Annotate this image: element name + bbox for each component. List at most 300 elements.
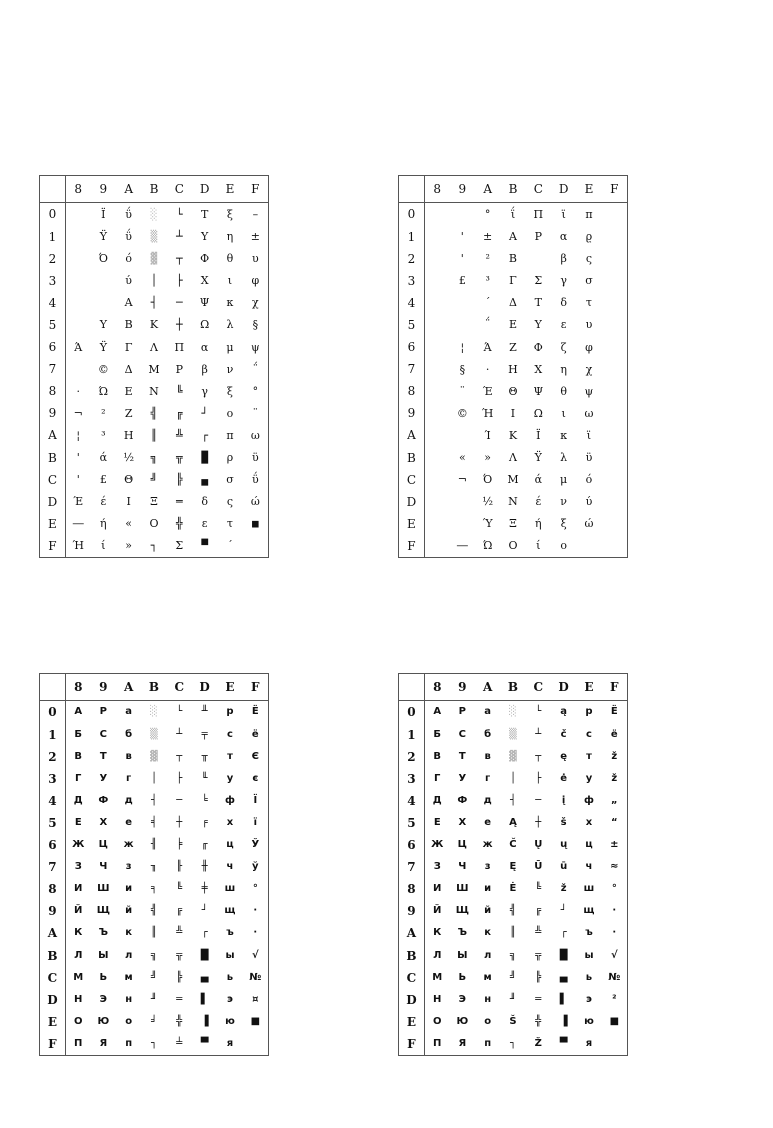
glyph-cell: ¬ — [457, 473, 467, 487]
glyph-cell: ═ — [176, 993, 183, 1005]
glyph-cell: К — [74, 927, 83, 939]
glyph-cell: П — [74, 1037, 83, 1049]
glyph-cell: θ — [226, 252, 234, 266]
glyph-cell: ╪ — [201, 883, 208, 895]
glyph-cell — [450, 424, 475, 446]
table-row — [399, 226, 627, 248]
glyph-cell: ΰ — [125, 207, 132, 221]
row-header: 2 — [40, 746, 65, 768]
table-row — [399, 989, 627, 1011]
glyph-cell: ║ — [150, 428, 158, 442]
row-header: E — [40, 513, 65, 535]
row-header: 1 — [40, 226, 65, 248]
glyph-cell: ═ — [535, 993, 542, 1005]
glyph-cell: η — [226, 230, 234, 244]
glyph-cell: Τ — [534, 296, 542, 310]
column-header: C — [526, 176, 551, 203]
glyph-cell: Β — [508, 252, 518, 266]
glyph-cell: ■ — [252, 517, 259, 531]
row-header: 1 — [40, 724, 65, 746]
glyph-cell: ╦ — [176, 949, 183, 961]
row-header: 9 — [399, 900, 424, 922]
glyph-cell: ∙ — [253, 905, 258, 917]
glyph-cell: ' — [76, 473, 80, 487]
glyph-cell — [602, 314, 627, 336]
glyph-cell: ▐ — [200, 1015, 209, 1027]
glyph-cell — [602, 336, 627, 358]
glyph-cell: М — [73, 971, 84, 983]
glyph-cell: д — [124, 794, 133, 806]
glyph-cell: φ — [585, 340, 593, 354]
glyph-cell: У — [99, 772, 108, 784]
glyph-cell: · — [76, 384, 80, 398]
table-row — [40, 878, 268, 900]
glyph-cell — [424, 358, 449, 380]
glyph-cell: э — [585, 993, 592, 1005]
glyph-cell: ╜ — [509, 993, 516, 1005]
glyph-cell: ζ — [560, 340, 567, 354]
table-row — [399, 336, 627, 358]
glyph-cell: ▒ — [150, 230, 158, 244]
glyph-cell: ║ — [509, 927, 516, 939]
glyph-cell: Έ — [482, 384, 493, 398]
glyph-cell: ┌ — [201, 927, 208, 939]
table-row — [40, 834, 268, 856]
glyph-cell: ё — [251, 728, 259, 740]
glyph-cell: ╩ — [176, 927, 183, 939]
glyph-cell: ├ — [535, 772, 542, 784]
glyph-cell: ў — [252, 861, 259, 873]
glyph-cell: є — [252, 772, 259, 784]
glyph-cell: Η — [508, 362, 518, 376]
glyph-cell: č — [560, 728, 567, 740]
glyph-cell: п — [484, 1037, 492, 1049]
glyph-cell: λ — [226, 318, 234, 332]
column-header: 8 — [65, 674, 90, 701]
glyph-cell: у — [226, 772, 234, 784]
glyph-cell: ╝ — [150, 971, 157, 983]
row-header: 4 — [399, 790, 424, 812]
glyph-cell: ░ — [150, 207, 158, 221]
glyph-cell: Ω — [533, 406, 543, 420]
glyph-cell: Т — [458, 750, 466, 762]
column-header-row — [40, 176, 268, 203]
glyph-cell: П — [433, 1037, 442, 1049]
glyph-cell: ± — [610, 839, 619, 851]
glyph-cell: м — [483, 971, 492, 983]
glyph-cell: Έ — [73, 495, 84, 509]
table-row — [40, 513, 268, 535]
glyph-cell: Э — [99, 993, 107, 1005]
table-row — [399, 203, 627, 226]
glyph-cell: į — [561, 794, 566, 806]
glyph-cell: ω — [250, 428, 260, 442]
glyph-cell: ³ — [101, 428, 106, 442]
glyph-cell: Θ — [508, 384, 518, 398]
glyph-cell: ¨ — [459, 384, 466, 398]
glyph-cell: Δ — [509, 296, 517, 310]
glyph-cell: Π — [533, 207, 544, 221]
glyph-cell: – — [252, 207, 259, 221]
glyph-cell — [424, 248, 449, 270]
glyph-cell: ¨ — [252, 406, 259, 420]
glyph-cell: Ζ — [124, 406, 133, 420]
glyph-cell: Ά — [74, 340, 83, 354]
glyph-cell — [450, 203, 475, 226]
glyph-cell: └ — [176, 706, 183, 718]
glyph-cell: Ϋ — [99, 230, 107, 244]
row-header: B — [399, 944, 424, 966]
glyph-cell: Е — [74, 816, 82, 828]
row-header: 2 — [399, 746, 424, 768]
glyph-cell: ― — [456, 539, 468, 553]
glyph-cell: ┤ — [509, 794, 516, 806]
glyph-cell: Ι — [126, 495, 131, 509]
glyph-cell: Т — [99, 750, 107, 762]
glyph-cell: Φ — [200, 252, 210, 266]
glyph-cell: Č — [509, 839, 517, 851]
row-header: 7 — [40, 856, 65, 878]
glyph-cell: ы — [584, 949, 594, 961]
glyph-cell: а — [484, 706, 492, 718]
glyph-cell: х — [585, 816, 593, 828]
row-header: 9 — [399, 402, 424, 424]
glyph-cell: ш — [583, 883, 595, 895]
table-row — [399, 358, 627, 380]
glyph-cell: М — [432, 971, 443, 983]
glyph-cell: ╟ — [176, 861, 183, 873]
column-header: D — [551, 176, 576, 203]
glyph-cell: ─ — [175, 296, 183, 310]
glyph-cell: Ж — [431, 839, 444, 851]
glyph-cell: ╓ — [201, 839, 208, 851]
table-row — [40, 812, 268, 834]
glyph-cell: Θ — [124, 473, 134, 487]
table-row — [399, 724, 627, 746]
row-header: 7 — [399, 856, 424, 878]
glyph-cell: ║ — [150, 927, 157, 939]
glyph-cell — [424, 226, 449, 248]
column-header: 9 — [91, 674, 116, 701]
glyph-cell: к — [484, 927, 492, 939]
glyph-cell: Ж — [72, 839, 85, 851]
glyph-cell: φ — [251, 274, 260, 288]
glyph-cell: σ — [226, 473, 234, 487]
glyph-cell: Ρ — [175, 362, 183, 376]
glyph-cell: β — [201, 362, 208, 376]
glyph-cell: δ — [201, 495, 208, 509]
table-row — [399, 834, 627, 856]
glyph-cell: © — [97, 362, 109, 376]
row-header: 0 — [399, 701, 424, 724]
row-header: 8 — [399, 878, 424, 900]
column-header: E — [217, 176, 242, 203]
glyph-cell — [65, 203, 90, 226]
glyph-cell — [243, 535, 268, 557]
row-header: D — [399, 491, 424, 513]
column-header: 8 — [65, 176, 90, 203]
table-row — [399, 768, 627, 790]
glyph-cell: ═ — [175, 495, 183, 509]
glyph-cell: № — [608, 971, 621, 983]
column-header: E — [576, 674, 601, 701]
glyph-cell: ∙ — [612, 905, 617, 917]
table-row — [399, 292, 627, 314]
glyph-cell: ж — [482, 839, 493, 851]
glyph-cell: τ — [585, 296, 592, 310]
glyph-cell: а — [125, 706, 133, 718]
glyph-cell: Ψ — [199, 296, 210, 310]
glyph-cell: ╦ — [175, 451, 183, 464]
glyph-cell: ю — [225, 1015, 235, 1027]
glyph-cell: μ — [226, 340, 234, 354]
glyph-cell: ю — [584, 1015, 594, 1027]
glyph-cell: ς — [585, 252, 593, 266]
row-header: 2 — [399, 248, 424, 270]
column-header: D — [551, 674, 576, 701]
glyph-cell: ο — [560, 539, 567, 553]
row-header: E — [40, 1011, 65, 1033]
glyph-cell — [602, 491, 627, 513]
glyph-cell: ─ — [176, 794, 183, 806]
glyph-cell: γ — [201, 384, 208, 398]
glyph-cell: ž — [560, 883, 567, 895]
glyph-cell: ¦ — [460, 340, 465, 354]
glyph-cell: Ы — [457, 949, 468, 961]
glyph-cell: Р — [99, 706, 107, 718]
table-row — [399, 922, 627, 944]
glyph-cell: Λ — [509, 451, 517, 464]
glyph-cell: √ — [251, 949, 259, 961]
glyph-cell: █ — [559, 949, 568, 961]
glyph-cell: Ο — [149, 517, 159, 531]
row-header: 0 — [40, 203, 65, 226]
glyph-cell — [602, 424, 627, 446]
glyph-cell: Š — [509, 1015, 517, 1027]
glyph-cell: ░ — [150, 706, 158, 718]
glyph-cell: ╔ — [535, 905, 542, 917]
glyph-cell: χ — [251, 296, 259, 310]
code-table-top-left — [39, 175, 269, 558]
glyph-cell: π — [226, 428, 234, 442]
glyph-cell: Ю — [97, 1015, 110, 1027]
glyph-cell: ▀ — [201, 539, 208, 553]
row-header: 2 — [40, 248, 65, 270]
glyph-cell: © — [456, 406, 468, 420]
glyph-cell: п — [125, 1037, 133, 1049]
glyph-cell: л — [483, 949, 492, 961]
glyph-cell: ╚ — [535, 883, 542, 895]
glyph-cell: г — [485, 772, 491, 784]
glyph-cell: л — [124, 949, 133, 961]
glyph-cell: ρ — [226, 451, 234, 464]
glyph-cell: § — [252, 318, 259, 332]
code-table-grid — [399, 674, 627, 1055]
glyph-cell: н — [484, 993, 492, 1005]
glyph-cell — [602, 226, 627, 248]
glyph-cell: ° — [611, 883, 617, 895]
table-row — [399, 900, 627, 922]
glyph-cell: Я — [458, 1037, 467, 1049]
glyph-cell: ▌ — [200, 993, 209, 1005]
glyph-cell: § — [459, 362, 466, 376]
glyph-cell — [91, 270, 116, 292]
table-row — [40, 535, 268, 557]
glyph-cell: Κ — [508, 428, 518, 442]
glyph-cell: Ё — [251, 706, 259, 718]
glyph-cell: └ — [535, 706, 542, 718]
glyph-cell: ° — [252, 883, 258, 895]
row-header: 8 — [40, 380, 65, 402]
glyph-cell — [450, 491, 475, 513]
table-row — [40, 203, 268, 226]
glyph-cell — [526, 248, 551, 270]
glyph-cell: ╢ — [150, 839, 157, 851]
glyph-cell: е — [125, 816, 133, 828]
glyph-cell: « — [125, 517, 133, 531]
glyph-cell: Г — [434, 772, 441, 784]
glyph-cell: я — [585, 1037, 593, 1049]
glyph-cell: Χ — [534, 362, 543, 376]
glyph-cell — [424, 402, 449, 424]
column-header: F — [243, 674, 268, 701]
glyph-cell: ▄ — [559, 971, 568, 983]
glyph-cell: б — [484, 728, 492, 740]
glyph-cell: ε — [560, 318, 567, 332]
glyph-cell: Ϋ — [99, 340, 107, 354]
glyph-cell: ι — [227, 274, 233, 288]
glyph-cell: ΄ — [484, 296, 491, 310]
row-header: 4 — [399, 292, 424, 314]
glyph-cell: ▐ — [559, 1015, 568, 1027]
glyph-cell: Х — [99, 816, 108, 828]
glyph-cell: к — [125, 927, 133, 939]
glyph-cell: Σ — [534, 274, 543, 288]
glyph-cell: А — [433, 706, 442, 718]
glyph-cell: К — [433, 927, 442, 939]
glyph-cell: κ — [226, 296, 234, 310]
glyph-cell: Σ — [175, 539, 184, 553]
glyph-cell: ъ — [226, 927, 234, 939]
header-corner-cell — [399, 674, 424, 701]
column-header-row — [399, 674, 627, 701]
glyph-cell: ╬ — [175, 517, 183, 531]
glyph-cell: ╚ — [176, 883, 183, 895]
glyph-cell — [243, 1033, 268, 1055]
glyph-cell: » — [125, 539, 133, 553]
row-header: 6 — [40, 834, 65, 856]
glyph-cell: τ — [226, 517, 233, 531]
row-header: 4 — [40, 292, 65, 314]
glyph-cell: Φ — [533, 340, 543, 354]
row-header: 1 — [399, 724, 424, 746]
glyph-cell: ά — [99, 451, 108, 464]
row-header: 4 — [40, 790, 65, 812]
glyph-cell: Щ — [455, 905, 469, 917]
glyph-cell: ξ — [560, 517, 567, 531]
glyph-cell: ė — [560, 772, 568, 784]
glyph-cell: ± — [483, 230, 493, 244]
glyph-cell: ΰ — [251, 473, 259, 487]
glyph-cell: ь — [585, 971, 593, 983]
glyph-cell: И — [74, 883, 83, 895]
glyph-cell: ξ — [226, 207, 233, 221]
row-header: F — [399, 1033, 424, 1055]
table-row — [399, 469, 627, 491]
glyph-cell: ┬ — [176, 750, 183, 762]
glyph-cell — [424, 424, 449, 446]
glyph-cell — [602, 203, 627, 226]
glyph-cell: ┴ — [176, 728, 183, 740]
glyph-cell — [424, 513, 449, 535]
glyph-cell: ╬ — [176, 1015, 183, 1027]
glyph-cell: · — [485, 362, 490, 376]
glyph-cell: Μ — [148, 362, 160, 376]
glyph-cell: ψ — [584, 384, 594, 398]
glyph-cell: ½ — [482, 495, 493, 509]
glyph-cell: └ — [175, 207, 183, 221]
glyph-cell: Γ — [509, 274, 517, 288]
glyph-cell: £ — [99, 473, 107, 487]
row-header: 9 — [40, 402, 65, 424]
glyph-cell: Ф — [98, 794, 109, 806]
glyph-cell: о — [484, 1015, 492, 1027]
glyph-cell: Е — [433, 816, 441, 828]
glyph-cell: ╚ — [175, 384, 183, 398]
glyph-cell: Є — [251, 750, 259, 762]
glyph-cell: υ — [585, 318, 593, 332]
glyph-cell: с — [226, 728, 233, 740]
table-row — [399, 1011, 627, 1033]
glyph-cell: · — [253, 927, 258, 939]
row-header: 1 — [399, 226, 424, 248]
glyph-cell: ч — [226, 861, 234, 873]
glyph-cell: λ — [560, 451, 568, 464]
glyph-cell: Γ — [124, 340, 133, 354]
glyph-cell: ы — [225, 949, 235, 961]
glyph-cell: Τ — [200, 207, 209, 221]
glyph-cell: р — [226, 706, 234, 718]
column-header: B — [141, 176, 166, 203]
glyph-cell: Ώ — [98, 384, 109, 398]
glyph-cell: Λ — [150, 340, 158, 354]
glyph-cell — [65, 314, 90, 336]
glyph-cell: Π — [174, 340, 185, 354]
glyph-cell: ξ — [226, 384, 233, 398]
glyph-cell: ╝ — [509, 971, 516, 983]
glyph-cell: Ψ — [533, 384, 544, 398]
glyph-cell: Х — [458, 816, 467, 828]
glyph-cell: š — [560, 816, 567, 828]
glyph-cell: Ό — [98, 252, 108, 266]
glyph-cell: ╫ — [201, 861, 208, 873]
glyph-cell: Ф — [457, 794, 468, 806]
column-header: B — [500, 674, 525, 701]
glyph-cell — [450, 513, 475, 535]
row-header: 6 — [40, 336, 65, 358]
glyph-cell: В — [433, 750, 442, 762]
glyph-cell: Щ — [96, 905, 110, 917]
glyph-cell: ф — [225, 794, 235, 806]
table-row — [40, 790, 268, 812]
glyph-cell: Ι — [510, 406, 516, 420]
glyph-cell: ½ — [123, 451, 134, 464]
column-header: B — [141, 674, 166, 701]
row-header: 3 — [40, 270, 65, 292]
glyph-cell: Ї — [253, 794, 258, 806]
glyph-cell: Ў — [251, 839, 260, 851]
glyph-cell: Ь — [99, 971, 108, 983]
